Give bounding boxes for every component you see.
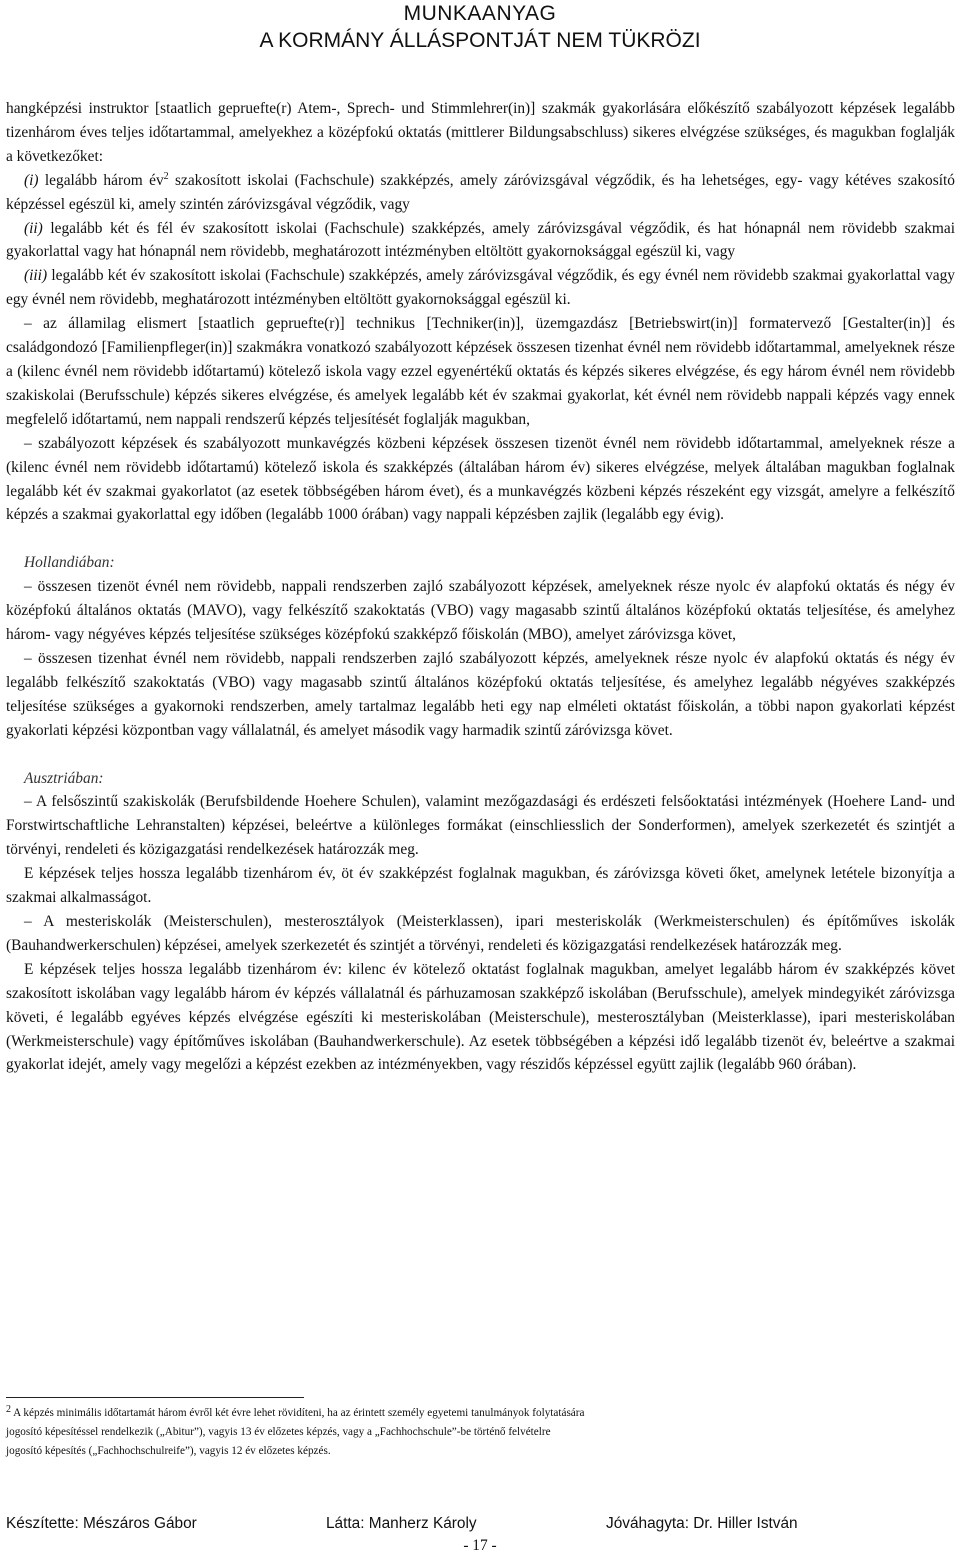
item-text: legalább két és fél év szakosított iskolai (Fachschule) szakképzés, amely záróvizsgával végződik, és hat hónapnál nem rövidebb szakmai gyakorlattal vagy hat hónapnál nem rövidebb, meghatározott intézményben eltöltött gyakornoksággal egészül ki, vagy: [6, 219, 955, 261]
paragraph: – A mesteriskolák (Meisterschulen), mesterosztályok (Meisterklassen), ipari mesteriskolák (Werkmeisterschulen) és építőműves iskolák (Bauhandwerkerschulen) képzései, amelyek szerkezetét és szintjét a törvényi, rendeleti és közigazgatási rendelkezések határozzák meg.: [6, 913, 955, 954]
spacer: [6, 527, 955, 551]
item-label: (i): [24, 171, 39, 189]
spacer: [6, 743, 955, 767]
document-body: [6, 97, 955, 1077]
header-line-1: MUNKAANYAG: [403, 2, 557, 25]
footer-author: Készítette: Mészáros Gábor: [6, 1515, 197, 1532]
paragraph-item-i: [6, 169, 955, 217]
paragraph-item-ii: [6, 217, 955, 265]
footnote: [6, 1404, 586, 1462]
section-title-austria: Ausztriában:: [24, 769, 104, 787]
paragraph: – A felsőszintű szakiskolák (Berufsbildende Hoehere Schulen), valamint mezőgazdasági és erdészeti felsőoktatási intézmények (Hoehere Land- und Forstwirtschaftliche Lehranstalten) képzései, beleértve a különleges formákat (einschliesslich der Sonderformen), amelyek szerkezetét és szintjét a törvényi, rendeleti és közigazgatási rendelkezések határozzák meg.: [6, 793, 955, 859]
footnote-number: 2: [6, 1404, 11, 1415]
paragraph: E képzések teljes hossza legalább tizenhárom év: kilenc év kötelező oktatást foglalnak magukban, amelyet legalább három év szakképzés követ szakosított iskolában vagy legalább három év képzés vállalatnál és párhuzamosan szakképző iskolában (Berufsschule), amelyek mindegyikét záróvizsga követi, é legalább egyéves képzés elvégzése egészíti ki mesteriskolában (Meisterschule), mesterosztályban (Meisterklasse), ipari mesteriskolában (Werkmeisterschule) vagy építőműves iskolában (Bauhandwerkerschule). Az esetek többségében a képzési idő legalább tizenöt év, beleértve a szakmai gyakorlat idejét, amely vagy megelőzi a képzést ezekben az intézményekben, vagy részidős képzéssel együtt zajlik (legalább 960 órában).: [6, 960, 955, 1074]
header-line-2: A KORMÁNY ÁLLÁSPONTJÁT NEM TÜKRÖZI: [259, 29, 701, 52]
item-text: legalább két év szakosított iskolai (Fachschule) szakképzés, amely záróvizsgával végződik, és egy évnél nem rövidebb szakmai gyakorlattal vagy egy évnél nem rövidebb, meghatározott intézményben eltöltött gyakornoksággal egészül ki.: [6, 267, 955, 309]
paragraph: E képzések teljes hossza legalább tizenhárom év, öt év szakképzést foglalnak magukban, és záróvizsga követi őket, amelynek letétele bizonyítja a szakmai alkalmasságot.: [6, 865, 955, 907]
item-text: szakosított iskolai (Fachschule) szakképzés, amely záróvizsgával végződik, és ha lehetséges, egy- vagy kétéves szakosító képzéssel egészül ki, amely szintén záróvizsgával végződik, vagy: [6, 171, 955, 213]
item-text: legalább három év: [38, 171, 164, 189]
paragraph: – szabályozott képzések és szabályozott munkavégzés közbeni képzések összesen tizenöt évnél nem rövidebb időtartammal, amelyeknek része a (kilenc évnél nem rövidebb időtartamú) kötelező iskola és szakképzés (általában három év) sikeres elvégzése, melyek általában magukban foglalnak legalább két év szakmai gyakorlatot (az esetek többségében három évet), és a munkavégzés közbeni képzés részeként egy vizsgát, amelyre a felkészítő képzés a szakmai gyakorlattal egy időben (legalább 1000 órában) vagy nappali képzésben zajlik (legalább egy évig).: [6, 434, 955, 524]
page-number: - 17 -: [463, 1537, 497, 1554]
paragraph-item-iii: [6, 264, 955, 312]
footer-reviewer: Látta: Manherz Károly: [326, 1515, 477, 1532]
item-label: (ii): [24, 219, 43, 237]
paragraph: – összesen tizenöt évnél nem rövidebb, nappali rendszerben zajló szabályozott képzések, amelyeknek része nyolc év alapfokú oktatás és négy év középfokú általános oktatás (MAVO), vagy felkészítő szakoktatás (VBO) vagy magasabb szintű általános középfokú oktatás teljesítése, és amelyhez három- vagy négyéves képzés teljesítése szükséges középfokú szakképző főiskolán (MBO), amelyet záróvizsga követ,: [6, 578, 955, 644]
footer-approver: Jóváhagyta: Dr. Hiller István: [606, 1515, 798, 1532]
footnote-text: A képzés minimális időtartamát három évről két évre lehet rövidíteni, ha az érintett személy egyetemi tanulmányok folytatására jogosító képesítéssel rendelkezik („Abitur”), vagyis 13 év előzetes képzés, vagy a „Fachhochschule”-be történő felvételre jogosító képesítés („Fachhochschulreife”), vagyis 12 év előzetes képzés.: [6, 1407, 585, 1458]
section-title-holland: Hollandiában:: [24, 554, 115, 572]
item-label: (iii): [24, 267, 48, 285]
page-header: [0, 0, 960, 54]
paragraph: – összesen tizenhat évnél nem rövidebb, nappali rendszerben zajló szabályozott képzés, amelyeknek része nyolc év alapfokú oktatás és négy év legalább felkészítő szakoktatás (VBO) vagy magasabb szintű általános középfokú oktatás teljesítése, és amelyhez legalább négyéves szakképzés teljesítése szükséges a gyakornoki rendszerben, amely tartalmaz legalább heti egy nap elméleti oktatást főiskolán, a többi napon gyakorlati képzést gyakorlati képzési központban vagy vállalatnál, és amelyet második vagy harmadik szintű záróvizsga követ.: [6, 649, 955, 739]
footnote-divider: [6, 1397, 304, 1398]
paragraph: – az államilag elismert [staatlich gepruefte(r)] technikus [Techniker(in)], üzemgazdász [Betriebswirt(in)] formatervező [Gestalter(in)] és családgondozó [Familienpfleger(in)] szakmákra vonatkozó szabályozott képzések összesen tizenhat évnél nem rövidebb időtartammal, amelyeknek része a (kilenc évnél nem rövidebb időtartamú) kötelező iskola vagy ezzel egyenértékű oktatás és képzés sikeres elvégzése, és egy három évnél nem rövidebb szakiskolai (Berufsschule) képzés sikeres elvégzése, és amelyek legalább két év szakmai gyakorlat, két évnél nem rövidebb nappali képzés vagy ennek megfelelő időtartamú, nem nappali rendszerű képzés teljesítését foglalják magukban,: [6, 315, 955, 428]
footnote-ref[interactable]: 2: [163, 170, 169, 182]
paragraph: hangképzési instruktor [staatlich gepruefte(r) Atem-, Sprech- und Stimmlehrer(in)] szakmák gyakorlására előkészítő szabályozott képzések legalább tizenhárom éves teljes időtartammal, amelyekhez a középfokú oktatás (mittlerer Bildungsabschluss) sikeres elvégzése szükséges, és magukban foglalják a következőket:: [6, 100, 955, 165]
